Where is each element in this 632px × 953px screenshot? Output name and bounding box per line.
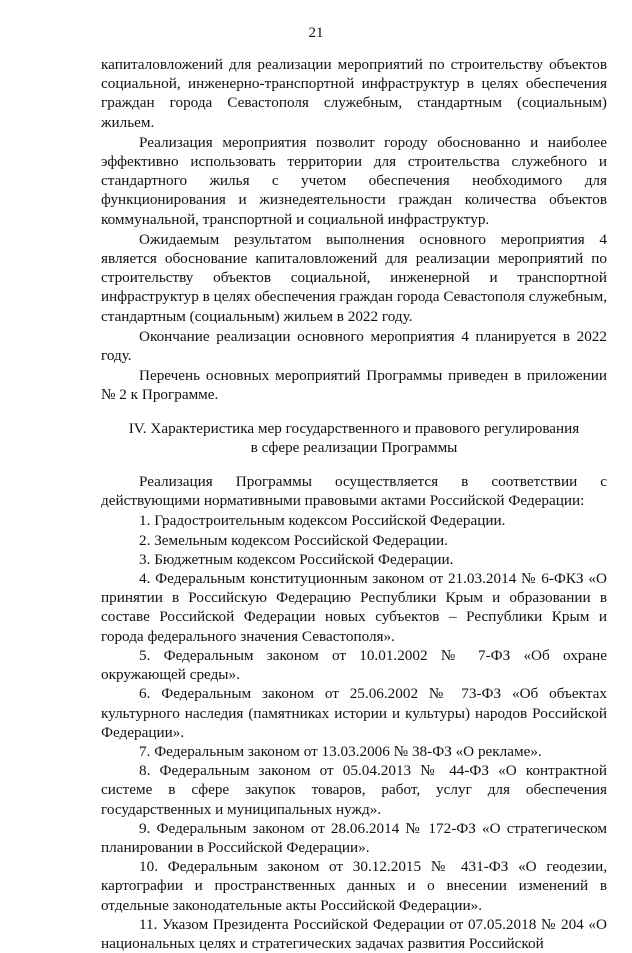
paragraph: Реализация мероприятия позволит городу обоснованно и наиболее эффективно использовать территории для строительства служебного и стандартного жилья с учетом обеспечения необходимого для функционирования и жизнедеятельности граждан количества объектов коммунальной, транспортной и социальной инфраструктур. [101, 133, 607, 228]
page-number: 21 [308, 25, 324, 41]
intro-paragraph: Реализация Программы осуществляется в соответствии с действующими нормативными правовыми актами Российской Федерации: [101, 473, 607, 510]
list-item: 6. Федеральным законом от 25.06.2002 № 73-ФЗ «Об объектах культурного наследия (памятниках истории и культуры) народов Российской Федерации». [101, 685, 607, 741]
list-item: 10. Федеральным законом от 30.12.2015 № 431-ФЗ «О геодезии, картографии и пространственных данных и о внесении изменений в отдельные законодательные акты Российской Федерации». [101, 858, 607, 914]
section-heading-line-2: в сфере реализации Программы [250, 438, 458, 456]
document-body [101, 55, 607, 953]
list-item: 2. Земельным кодексом Российской Федерации. [139, 531, 448, 549]
paragraph: Ожидаемым результатом выполнения основного мероприятия 4 является обоснование капиталовложений для реализации мероприятий по строительству объектов социальной, инженерной и транспортной инфраструктур в целях обеспечения граждан города Севастополя служебным, стандартным (социальным) жильем в 2022 году. [101, 230, 607, 325]
paragraph: капиталовложений для реализации мероприятий по строительству объектов социальной, инженерно-транспортной инфраструктур в целях обеспечения граждан города Севастополя служебным, стандартным (социальным) жильем. [101, 56, 607, 131]
paragraph: Перечень основных мероприятий Программы приведен в приложении № 2 к Программе. [101, 367, 607, 404]
section-heading-line-1: IV. Характеристика мер государственного и правового регулирования [128, 419, 580, 437]
list-item: 1. Градостроительным кодексом Российской Федерации. [139, 512, 506, 530]
list-item: 7. Федеральным законом от 13.03.2006 № 38-ФЗ «О рекламе». [139, 742, 542, 760]
section-heading [101, 419, 607, 457]
list-item: 4. Федеральным конституционным законом от 21.03.2014 № 6-ФКЗ «О принятии в Российскую Федерацию Республики Крым и образовании в составе Российской Федерации новых субъектов – Республики Крым и города федерального значения Севастополя». [101, 570, 607, 645]
list-item: 11. Указом Президента Российской Федерации от 07.05.2018 № 204 «О национальных целях и стратегических задачах развития Российской [101, 915, 607, 952]
paragraph: Окончание реализации основного мероприятия 4 планируется в 2022 году. [101, 327, 607, 365]
list-item: 9. Федеральным законом от 28.06.2014 № 172-ФЗ «О стратегическом планировании в Российской Федерации». [101, 819, 607, 856]
list-item: 8. Федеральным законом от 05.04.2013 № 44-ФЗ «О контрактной системе в сфере закупок товаров, работ, услуг для обеспечения государственных и муниципальных нужд». [101, 762, 607, 818]
list-item: 3. Бюджетным кодексом Российской Федерации. [139, 550, 454, 568]
list-item: 5. Федеральным законом от 10.01.2002 № 7-ФЗ «Об охране окружающей среды». [101, 646, 607, 684]
